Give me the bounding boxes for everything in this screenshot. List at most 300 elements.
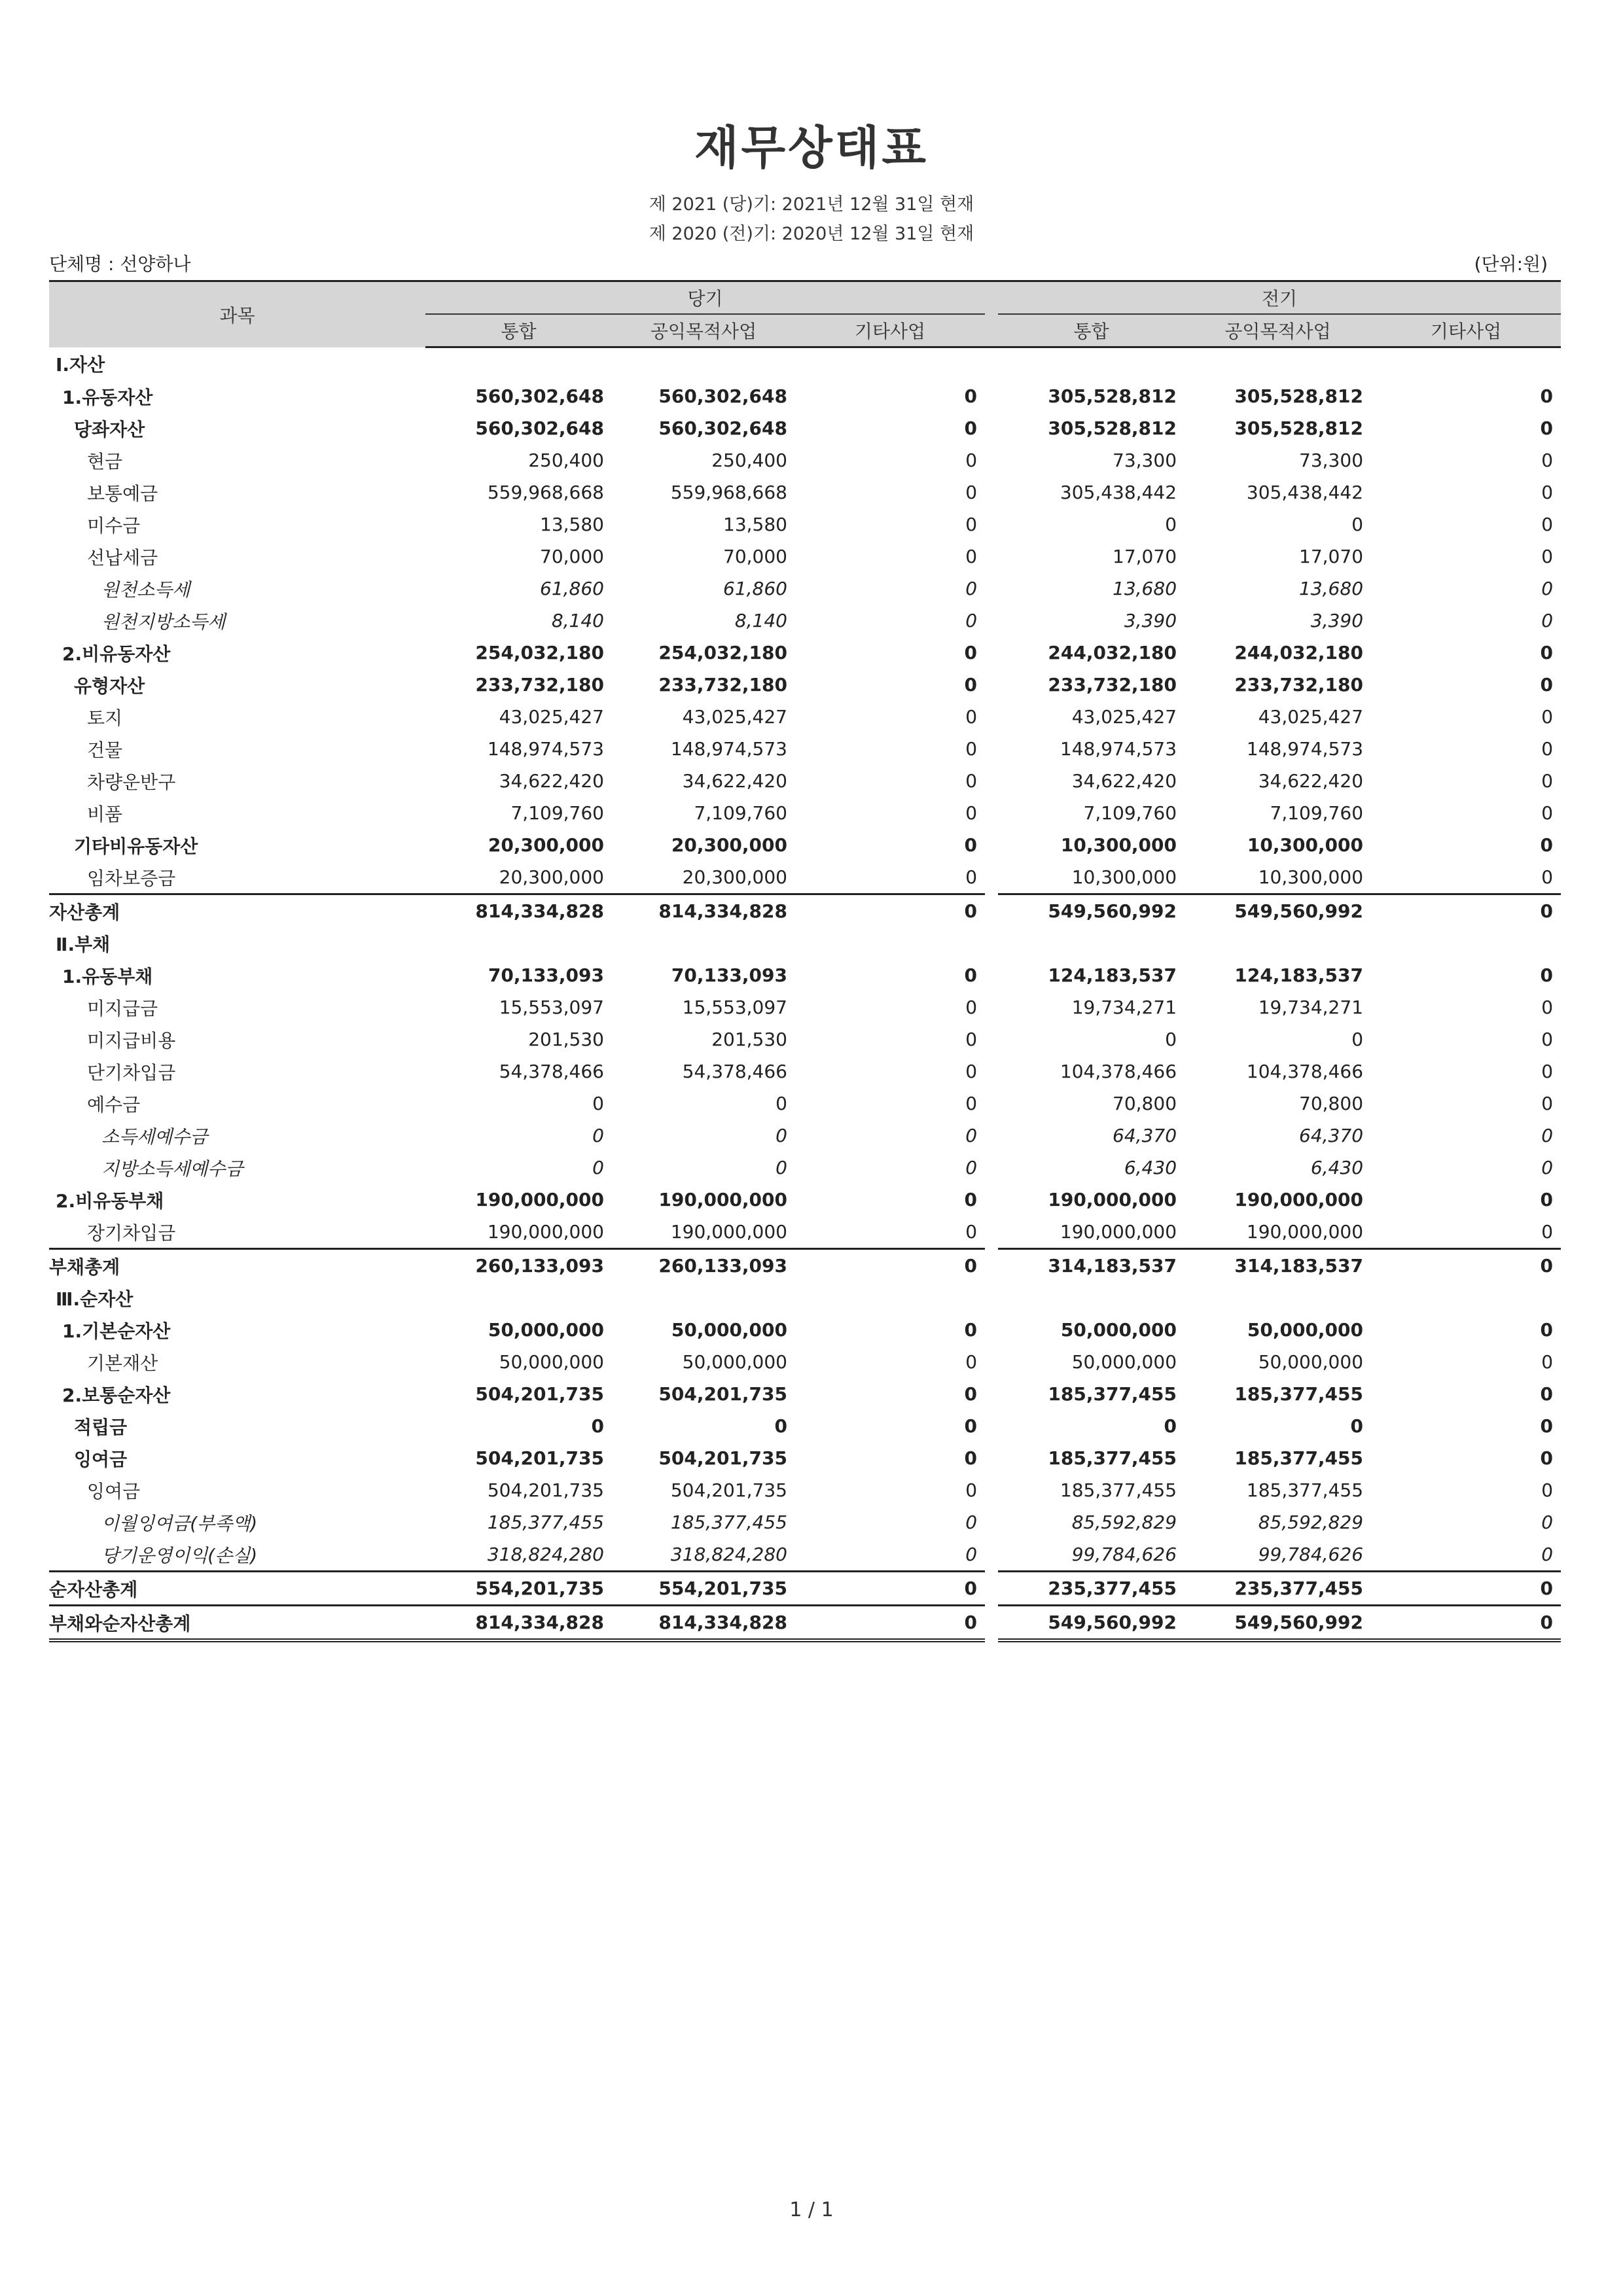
account-name: 기타비유동자산 [74,835,198,857]
prior-total-value: 10,300,000 [1060,834,1177,856]
current-other-value: 0 [965,610,978,631]
col-prior-total: 통합 [998,314,1185,347]
prior-total-value: 549,560,992 [998,894,1185,928]
prior-total-value [998,347,1185,381]
current-public-value: 7,109,760 [694,802,787,824]
prior-total-value: 104,378,466 [1060,1061,1177,1082]
prior-other-value: 0 [1540,417,1554,439]
current-other-value: 0 [965,1479,978,1501]
current-other-value: 0 [965,738,978,760]
current-public-value: 201,530 [711,1029,787,1050]
prior-public-value: 19,734,271 [1258,997,1364,1018]
column-gap [985,1606,998,1641]
prior-public-value: 70,800 [1299,1093,1364,1114]
prior-public-value: 10,300,000 [1258,866,1364,888]
column-gap [985,1378,998,1410]
current-public-value: 0 [774,1415,787,1437]
table-row [49,797,1561,829]
prior-total-value: 235,377,455 [998,1572,1185,1606]
prior-public-value: 99,784,626 [1258,1544,1364,1565]
prior-total-value: 0 [1165,514,1177,535]
prior-total-value: 10,300,000 [1071,866,1177,888]
column-gap [985,1184,998,1216]
column-gap [985,380,998,412]
prior-public-value: 314,183,537 [1185,1249,1371,1282]
current-total-value: 560,302,648 [475,385,604,407]
prior-other-value: 0 [1540,964,1554,986]
current-total-value: 814,334,828 [425,1606,612,1641]
current-other-value: 0 [964,417,978,439]
total-row [49,1572,1561,1606]
current-total-value: 0 [592,1157,604,1178]
prior-other-value: 0 [1540,1189,1554,1210]
current-other-value: 0 [965,546,978,567]
current-total-value: 15,553,097 [499,997,604,1018]
current-other-value: 0 [965,578,978,599]
current-public-value: 254,032,180 [658,642,787,663]
current-public-value: 20,300,000 [671,834,787,856]
prior-total-value: 233,732,180 [1048,674,1177,696]
prior-public-value: 13,680 [1299,578,1364,599]
prior-public-value: 50,000,000 [1247,1319,1364,1341]
current-other-value: 0 [965,1093,978,1114]
current-total-value [425,927,612,959]
current-other-value [795,347,985,381]
current-public-value: 560,302,648 [658,385,787,407]
current-public-value: 814,334,828 [612,894,795,928]
table-row [49,347,1561,381]
prior-other-value: 0 [1371,1606,1561,1641]
account-name: 잉여금 [74,1448,128,1470]
prior-public-value: 148,974,573 [1246,738,1364,760]
table-row [49,1216,1561,1249]
prior-other-value: 0 [1541,1351,1554,1373]
table-row [49,959,1561,991]
current-public-value: 504,201,735 [658,1447,787,1469]
prior-other-value: 0 [1371,894,1561,928]
current-public-value [612,347,795,381]
current-total-value: 34,622,420 [499,770,604,792]
current-public-value: 61,860 [723,578,787,599]
prior-total-value: 244,032,180 [1048,642,1177,663]
account-name: 1.기본순자산 [62,1320,171,1342]
prior-other-value: 0 [1371,1572,1561,1606]
prior-other-value: 0 [1540,1447,1554,1469]
account-name: 건물 [87,739,123,761]
column-gap [985,829,998,861]
table-row [49,927,1561,959]
prior-public-value: 34,622,420 [1258,770,1364,792]
current-total-value: 54,378,466 [499,1061,604,1082]
current-total-value: 61,860 [540,578,604,599]
current-total-value: 201,530 [528,1029,604,1050]
current-other-value: 0 [964,385,978,407]
table-row [49,1474,1561,1506]
column-gap [985,701,998,733]
prior-other-value: 0 [1371,1249,1561,1282]
current-public-value: 814,334,828 [612,1606,795,1641]
prior-other-value: 0 [1541,578,1554,599]
account-name: 기본재산 [87,1352,158,1374]
prior-public-value [1185,1282,1371,1314]
current-public-value: 190,000,000 [670,1221,787,1243]
current-total-value: 43,025,427 [499,706,604,728]
total-row [49,894,1561,928]
account-name: 장기차입금 [87,1222,176,1244]
column-gap [985,476,998,508]
prior-total-value: 185,377,455 [1060,1479,1177,1501]
prior-total-value: 549,560,992 [998,1606,1185,1641]
account-name: 지방소득세예수금 [101,1157,243,1180]
account-name: 부채와순자산총계 [49,1606,425,1641]
current-public-value: 560,302,648 [658,417,787,439]
prior-public-value: 17,070 [1299,546,1364,567]
current-other-value: 0 [965,802,978,824]
column-gap [985,669,998,701]
prior-total-value: 19,734,271 [1071,997,1177,1018]
prior-other-value [1371,347,1561,381]
prior-total-value: 85,592,829 [1071,1511,1177,1533]
current-other-value: 0 [795,1606,985,1641]
period-current: 제 2021 (당)기: 2021년 12월 31일 현재 [649,194,974,215]
current-other-value: 0 [965,482,978,503]
account-name: 미지급비용 [87,1029,176,1051]
current-public-value: 190,000,000 [658,1189,787,1210]
column-gap [985,733,998,765]
prior-public-value [1185,927,1371,959]
account-name: 2.비유동자산 [62,643,171,665]
account-name: 미수금 [87,514,141,537]
column-gap [985,1152,998,1184]
current-total-value: 70,000 [540,546,604,567]
account-name: 소득세예수금 [101,1125,208,1148]
column-gap [985,1346,998,1378]
current-public-value: 250,400 [711,450,787,471]
prior-other-value: 0 [1540,834,1554,856]
column-gap [985,412,998,444]
prior-public-value [1185,347,1371,381]
account-name: 차량운반구 [87,771,176,793]
prior-other-value: 0 [1540,642,1554,663]
table-row [49,637,1561,669]
account-name: 미지급금 [87,997,158,1019]
current-public-value: 559,968,668 [670,482,787,503]
current-public-value: 50,000,000 [671,1319,787,1341]
table-row [49,1410,1561,1442]
current-public-value: 0 [776,1157,787,1178]
prior-public-value: 190,000,000 [1234,1189,1364,1210]
prior-public-value: 64,370 [1299,1125,1364,1146]
column-gap [985,347,998,381]
table-row [49,765,1561,797]
current-total-value: 185,377,455 [487,1511,604,1533]
current-total-value: 504,201,735 [487,1479,604,1501]
current-public-value: 54,378,466 [682,1061,787,1082]
prior-public-value: 305,528,812 [1234,417,1364,439]
current-total-value: 559,968,668 [487,482,604,503]
table-row [49,991,1561,1023]
current-other-value: 0 [795,894,985,928]
prior-other-value: 0 [1541,514,1554,535]
total-row [49,1606,1561,1641]
account-name: 보통예금 [87,482,158,504]
prior-public-value: 85,592,829 [1258,1511,1364,1533]
table-row [49,1538,1561,1572]
column-gap [985,1216,998,1249]
table-row [49,380,1561,412]
current-total-value: 554,201,735 [425,1572,612,1606]
current-other-value: 0 [964,834,978,856]
current-total-value: 50,000,000 [499,1351,604,1373]
current-total-value: 254,032,180 [475,642,604,663]
current-other-value: 0 [964,1447,978,1469]
prior-total-value: 0 [1165,1029,1177,1050]
current-other-value: 0 [965,706,978,728]
current-total-value: 260,133,093 [425,1249,612,1282]
column-gap [985,508,998,540]
prior-other-value [1371,927,1561,959]
col-current-public: 공익목적사업 [612,314,795,347]
prior-public-value: 244,032,180 [1234,642,1364,663]
prior-public-value: 235,377,455 [1185,1572,1371,1606]
current-public-value: 318,824,280 [670,1544,787,1565]
table-row [49,476,1561,508]
table-row [49,573,1561,605]
prior-public-value: 185,377,455 [1234,1383,1364,1405]
table-row [49,1023,1561,1055]
account-name: 이월잉여금(부족액) [101,1512,258,1534]
prior-total-value: 17,070 [1113,546,1177,567]
prior-other-value [1371,1282,1561,1314]
current-total-value: 0 [592,1093,604,1114]
prior-total-value: 6,430 [1124,1157,1177,1178]
prior-public-value: 185,377,455 [1246,1479,1364,1501]
current-total-value: 560,302,648 [475,417,604,439]
col-prior-other: 기타사업 [1371,314,1561,347]
current-total-value: 250,400 [528,450,604,471]
prior-total-value: 190,000,000 [1048,1189,1177,1210]
prior-other-value: 0 [1540,1415,1554,1437]
table-row [49,669,1561,701]
current-total-value: 70,133,093 [488,964,604,986]
account-name: 임차보증금 [87,867,176,889]
current-other-value: 0 [965,1351,978,1373]
current-total-value: 7,109,760 [510,802,604,824]
column-gap [985,540,998,573]
current-total-value [425,347,612,381]
account-name: 선납세금 [87,546,158,569]
current-other-value: 0 [964,964,978,986]
current-other-value: 0 [964,1319,978,1341]
prior-total-value: 73,300 [1113,450,1177,471]
prior-public-value: 305,528,812 [1234,385,1364,407]
col-current-other: 기타사업 [795,314,985,347]
current-total-value: 0 [592,1125,604,1146]
current-public-value: 34,622,420 [682,770,787,792]
prior-total-value: 50,000,000 [1060,1319,1177,1341]
current-total-value: 233,732,180 [475,674,604,696]
account-name: 토지 [87,707,123,729]
current-other-value: 0 [965,514,978,535]
current-public-value: 185,377,455 [670,1511,787,1533]
table-row [49,733,1561,765]
prior-total-value: 43,025,427 [1071,706,1177,728]
account-name: 2.비유동부채 [56,1190,164,1212]
table-row [49,1314,1561,1346]
column-gap [985,861,998,894]
table-row [49,1282,1561,1314]
account-name: 순자산총계 [49,1572,425,1606]
current-total-value: 50,000,000 [488,1319,604,1341]
prior-total-value [998,1282,1185,1314]
prior-total-value: 13,680 [1113,578,1177,599]
current-other-value: 0 [965,450,978,471]
subject-header: 과목 [49,281,425,347]
table-row [49,1184,1561,1216]
prior-total-value: 70,800 [1113,1093,1177,1114]
prior-other-value: 0 [1541,802,1554,824]
table-body [49,347,1561,1641]
current-public-value: 15,553,097 [682,997,787,1018]
account-name: Ⅰ.자산 [56,353,105,376]
table-row [49,861,1561,894]
prior-total-value: 7,109,760 [1083,802,1177,824]
current-public-value: 50,000,000 [682,1351,787,1373]
organization-name: 단체명 : 선양하나 [49,253,191,275]
prior-total-value: 0 [1164,1415,1177,1437]
current-total-value: 0 [591,1415,604,1437]
table-row [49,829,1561,861]
account-name: 1.유동부채 [62,965,153,987]
prior-public-value: 73,300 [1299,450,1364,471]
current-public-value: 43,025,427 [682,706,787,728]
current-public-value: 20,300,000 [682,866,787,888]
current-other-value: 0 [964,1415,978,1437]
currency-unit: (단위:원) [1474,253,1548,275]
prior-other-value: 0 [1541,482,1554,503]
prior-public-value: 305,438,442 [1246,482,1364,503]
document-title: 재무상태표 [694,121,929,175]
prior-other-value: 0 [1541,1544,1554,1565]
column-gap [985,1474,998,1506]
current-public-value: 8,140 [734,610,787,631]
account-name: 단기차입금 [87,1061,176,1084]
column-gap [985,765,998,797]
period-prior: 제 2020 (전)기: 2020년 12월 31일 현재 [649,224,974,244]
current-public-value: 13,580 [723,514,787,535]
account-name: 현금 [87,450,123,472]
account-name: 부채총계 [49,1249,425,1282]
page-number: 1 / 1 [789,2199,834,2221]
table-row [49,701,1561,733]
prior-total-value: 185,377,455 [1048,1447,1177,1469]
prior-public-value: 50,000,000 [1258,1351,1364,1373]
account-name: 당좌자산 [74,418,145,440]
prior-other-value: 0 [1541,1061,1554,1082]
account-name: 2.보통순자산 [62,1384,171,1406]
total-row [49,1249,1561,1282]
current-other-value: 0 [964,1189,978,1210]
column-gap [985,959,998,991]
current-total-value: 20,300,000 [488,834,604,856]
prior-other-value: 0 [1541,1511,1554,1533]
prior-other-value: 0 [1540,1383,1554,1405]
column-gap [985,894,998,928]
current-other-value: 0 [965,1029,978,1050]
table-header [49,281,1561,347]
account-name: 원천소득세 [101,578,190,601]
current-total-value: 504,201,735 [475,1383,604,1405]
prior-other-value: 0 [1541,770,1554,792]
column-gap [985,1023,998,1055]
column-gap [985,1506,998,1538]
prior-total-value: 148,974,573 [1060,738,1177,760]
current-period-header: 당기 [425,281,985,315]
prior-other-value: 0 [1540,674,1554,696]
column-gap [985,605,998,637]
column-gap [985,1249,998,1282]
col-prior-public: 공익목적사업 [1185,314,1371,347]
current-other-value: 0 [965,1221,978,1243]
current-other-value: 0 [965,1061,978,1082]
balance-sheet-table [49,280,1561,1642]
prior-other-value: 0 [1541,1125,1554,1146]
prior-public-value: 6,430 [1310,1157,1364,1178]
current-other-value [795,1282,985,1314]
account-name: 1.유동자산 [62,386,153,408]
prior-other-value: 0 [1541,1093,1554,1114]
current-total-value: 814,334,828 [425,894,612,928]
column-gap [985,1538,998,1572]
account-name: 자산총계 [49,894,425,928]
column-gap [985,573,998,605]
prior-public-value: 0 [1351,514,1364,535]
account-name: 적립금 [74,1416,128,1438]
current-public-value: 0 [776,1093,787,1114]
current-other-value: 0 [965,997,978,1018]
header-gap [985,281,998,315]
column-gap [985,1314,998,1346]
table-row [49,1120,1561,1152]
prior-public-value: 190,000,000 [1246,1221,1364,1243]
prior-period-header: 전기 [998,281,1561,315]
prior-total-value: 34,622,420 [1071,770,1177,792]
table-row [49,412,1561,444]
account-name: 비품 [87,803,123,825]
prior-other-value: 0 [1541,450,1554,471]
current-total-value: 20,300,000 [499,866,604,888]
current-public-value: 148,974,573 [670,738,787,760]
current-public-value: 233,732,180 [658,674,787,696]
prior-total-value: 305,438,442 [1060,482,1177,503]
table-row [49,1378,1561,1410]
prior-public-value: 185,377,455 [1234,1447,1364,1469]
current-other-value: 0 [964,1383,978,1405]
current-public-value: 504,201,735 [658,1383,787,1405]
account-name: 당기운영이익(손실) [101,1544,258,1566]
prior-public-value: 7,109,760 [1270,802,1364,824]
table-row [49,1442,1561,1474]
current-public-value: 70,133,093 [671,964,787,986]
prior-public-value: 549,560,992 [1185,894,1371,928]
prior-total-value: 99,784,626 [1071,1544,1177,1565]
prior-public-value: 104,378,466 [1246,1061,1364,1082]
prior-other-value: 0 [1541,1479,1554,1501]
current-other-value: 0 [795,1249,985,1282]
current-public-value: 504,201,735 [670,1479,787,1501]
current-other-value: 0 [965,1125,978,1146]
prior-public-value: 549,560,992 [1185,1606,1371,1641]
